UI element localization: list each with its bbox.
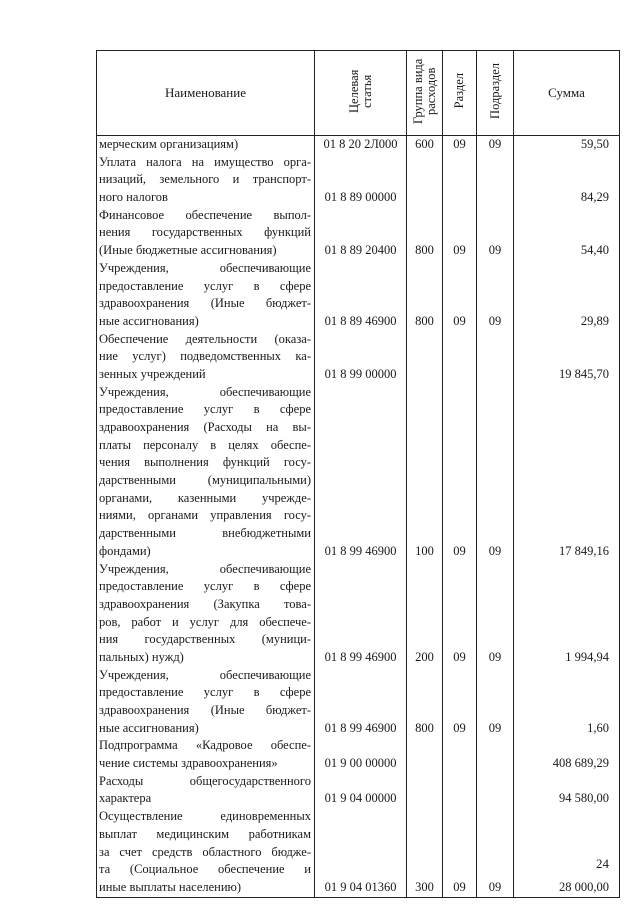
row-name-line: характера xyxy=(99,791,152,806)
row-subsection xyxy=(477,773,514,808)
row-section: 09 xyxy=(443,808,477,897)
row-subsection: 09 xyxy=(477,136,514,154)
row-group: 200 xyxy=(407,561,443,667)
row-name-line: Осуществление единовременных xyxy=(99,809,311,824)
row-name-line: низаций, земельного и транспорт- xyxy=(99,172,311,187)
row-name-line: предоставление услуг в сфере xyxy=(99,685,311,700)
row-code: 01 8 89 00000 xyxy=(315,154,407,207)
row-name-line: ные ассигнования) xyxy=(99,313,199,328)
row-section: 09 xyxy=(443,384,477,561)
row-subsection xyxy=(477,154,514,207)
row-name-line: за счет средств областного бюдже- xyxy=(99,844,311,859)
row-name-line: здравоохранения (Расходы на вы- xyxy=(99,420,311,435)
row-name xyxy=(97,260,315,331)
row-name xyxy=(97,207,315,260)
row-name-line: пальных) нужд) xyxy=(99,649,184,664)
row-name-line: предоставление услуг в сфере xyxy=(99,402,311,417)
row-name xyxy=(97,331,315,384)
row-name-line: Обеспечение деятельности (оказа- xyxy=(99,331,311,346)
row-name-line: органами, казенными учрежде- xyxy=(99,490,311,505)
table-row xyxy=(97,737,620,772)
row-name-line: зенных учреждений xyxy=(99,366,206,381)
row-sum: 84,29 xyxy=(514,154,620,207)
row-group: 800 xyxy=(407,207,443,260)
row-sum: 19 845,70 xyxy=(514,331,620,384)
row-name-line: Уплата налога на имущество орга- xyxy=(99,154,311,169)
row-name-line: Учреждения, обеспечивающие xyxy=(99,260,311,275)
row-subsection: 09 xyxy=(477,384,514,561)
row-name xyxy=(97,154,315,207)
header-name: Наименование xyxy=(97,51,315,136)
row-sum: 29,89 xyxy=(514,260,620,331)
row-name-line: Финансовое обеспечение выпол- xyxy=(99,207,311,222)
row-section: 09 xyxy=(443,207,477,260)
row-name-line: Учреждения, обеспечивающие xyxy=(99,384,311,399)
row-name-line: платы персоналу в целях обеспе- xyxy=(99,437,311,452)
row-group: 600 xyxy=(407,136,443,154)
row-code: 01 8 99 46900 xyxy=(315,561,407,667)
row-name-line: дарственными (муниципальными) xyxy=(99,473,311,488)
row-name-line: иные выплаты населению) xyxy=(99,879,242,894)
table-row xyxy=(97,561,620,667)
table-row xyxy=(97,331,620,384)
row-sum: 54,40 xyxy=(514,207,620,260)
row-subsection xyxy=(477,737,514,772)
row-group: 800 xyxy=(407,667,443,738)
row-name-line: та (Социальное обеспечение и xyxy=(99,862,311,877)
row-section: 09 xyxy=(443,667,477,738)
row-section xyxy=(443,331,477,384)
table-row xyxy=(97,384,620,561)
header-group: Группа вида расходов xyxy=(407,51,443,136)
row-name xyxy=(97,561,315,667)
row-name-line: нения государственных функций xyxy=(99,225,311,240)
table-header-row xyxy=(97,51,620,136)
row-subsection: 09 xyxy=(477,808,514,897)
row-name xyxy=(97,136,315,154)
header-sum: Сумма xyxy=(514,51,620,136)
row-section xyxy=(443,773,477,808)
row-code: 01 8 99 46900 xyxy=(315,384,407,561)
row-group xyxy=(407,773,443,808)
row-name-line: Учреждения, обеспечивающие xyxy=(99,561,311,576)
row-group xyxy=(407,331,443,384)
table-row xyxy=(97,667,620,738)
row-name-line: Расходы общегосударственного xyxy=(99,773,311,788)
row-code: 01 9 04 01360 xyxy=(315,808,407,897)
row-subsection: 09 xyxy=(477,667,514,738)
table-row xyxy=(97,808,620,897)
header-section: Раздел xyxy=(443,51,477,136)
row-code: 01 8 89 46900 xyxy=(315,260,407,331)
row-name-line: ные ассигнования) xyxy=(99,720,199,735)
row-name-line: выплат медицинским работникам xyxy=(99,826,311,841)
table-body xyxy=(97,136,620,898)
table-row xyxy=(97,136,620,154)
row-code: 01 9 00 00000 xyxy=(315,737,407,772)
row-name-line: здравоохранения (Иные бюджет- xyxy=(99,296,311,311)
row-sum: 1 994,94 xyxy=(514,561,620,667)
row-name-line: Подпрограмма «Кадровое обеспе- xyxy=(99,738,311,753)
row-group xyxy=(407,154,443,207)
row-section: 09 xyxy=(443,561,477,667)
row-name xyxy=(97,667,315,738)
row-name-line: ния государственных (муници- xyxy=(99,632,311,647)
row-subsection: 09 xyxy=(477,561,514,667)
row-name xyxy=(97,808,315,897)
row-name-line: ние услуг) подведомственных ка- xyxy=(99,349,311,364)
row-code: 01 9 04 00000 xyxy=(315,773,407,808)
row-section: 09 xyxy=(443,136,477,154)
row-name-line: Учреждения, обеспечивающие xyxy=(99,667,311,682)
row-name xyxy=(97,773,315,808)
row-name-line: (Иные бюджетные ассигнования) xyxy=(99,243,277,258)
row-name-line: дарственными внебюджетными xyxy=(99,526,311,541)
row-code: 01 8 99 46900 xyxy=(315,667,407,738)
row-sum: 408 689,29 xyxy=(514,737,620,772)
row-group: 800 xyxy=(407,260,443,331)
row-subsection xyxy=(477,331,514,384)
row-sum: 17 849,16 xyxy=(514,384,620,561)
row-section xyxy=(443,737,477,772)
page-number: 24 xyxy=(596,856,609,871)
header-code: Целевая статья xyxy=(315,51,407,136)
header-subsection: Подраздел xyxy=(477,51,514,136)
row-name-line: здравоохранения (Закупка това- xyxy=(99,596,311,611)
row-name-line: ного налогов xyxy=(99,190,168,205)
row-name-line: ров, работ и услуг для обеспече- xyxy=(99,614,311,629)
row-subsection: 09 xyxy=(477,260,514,331)
row-sum: 1,60 xyxy=(514,667,620,738)
row-name-line: ниями, органами управления госу- xyxy=(99,508,311,523)
row-code: 01 8 89 20400 xyxy=(315,207,407,260)
row-name xyxy=(97,384,315,561)
table-row xyxy=(97,260,620,331)
row-name-line: чения выполнения функций госу- xyxy=(99,455,311,470)
table-row xyxy=(97,154,620,207)
row-name-line: предоставление услуг в сфере xyxy=(99,579,311,594)
row-group xyxy=(407,737,443,772)
row-sum: 59,50 xyxy=(514,136,620,154)
table-row xyxy=(97,207,620,260)
row-name-line: чение системы здравоохранения» xyxy=(99,756,278,771)
row-group: 300 xyxy=(407,808,443,897)
row-name-line: фондами) xyxy=(99,543,151,558)
row-group: 100 xyxy=(407,384,443,561)
row-sum: 28 000,00 xyxy=(514,808,620,897)
row-section xyxy=(443,154,477,207)
row-sum: 94 580,00 xyxy=(514,773,620,808)
row-name-line: мерческим организациям) xyxy=(99,137,239,151)
row-code: 01 8 20 2Л000 xyxy=(315,136,407,154)
row-name-line: предоставление услуг в сфере xyxy=(99,278,311,293)
table-row xyxy=(97,773,620,808)
budget-table xyxy=(96,50,620,898)
row-section: 09 xyxy=(443,260,477,331)
row-code: 01 8 99 00000 xyxy=(315,331,407,384)
row-name xyxy=(97,737,315,772)
row-subsection: 09 xyxy=(477,207,514,260)
row-name-line: здравоохранения (Иные бюджет- xyxy=(99,703,311,718)
